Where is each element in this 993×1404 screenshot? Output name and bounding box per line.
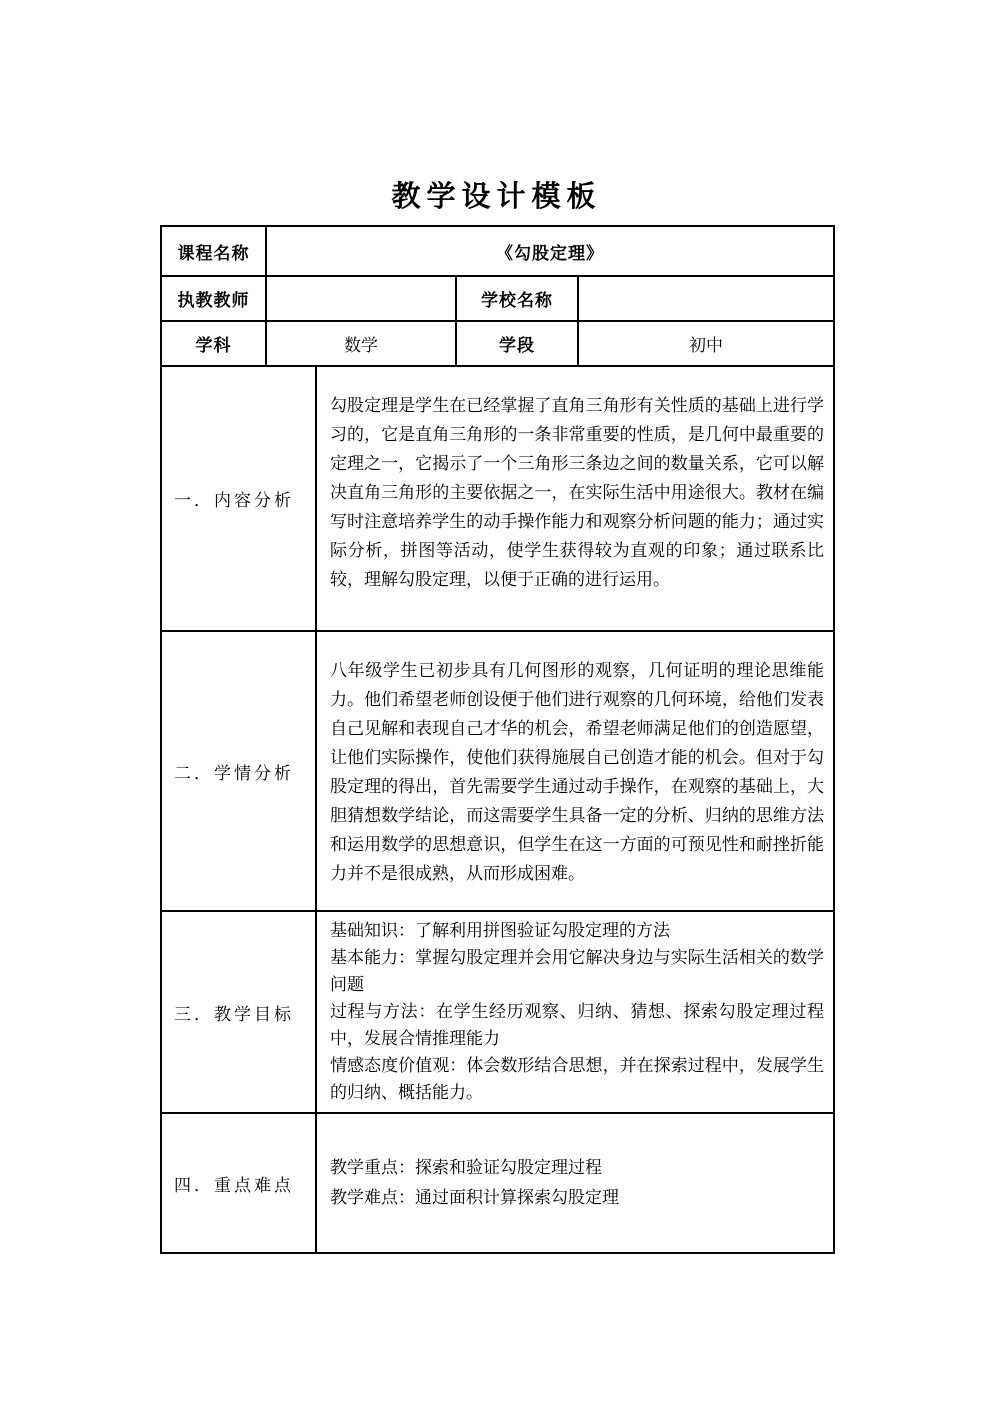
section-teaching-objectives-label: 三．教学目标 [161,911,316,1113]
teacher-value [266,276,456,321]
course-name-value: 《勾股定理》 [266,226,834,276]
teacher-label: 执教教师 [161,276,266,321]
stage-label: 学段 [456,321,578,366]
stage-value: 初中 [578,321,834,366]
paragraph: 教学重点：探索和验证勾股定理过程 [330,1158,602,1177]
row-subject-stage [161,321,834,366]
school-name-value [578,276,834,321]
paragraph: 过程与方法：在学生经历观察、归纳、猜想、探索勾股定理过程中，发展合情推理能力 [330,1002,824,1048]
section-teaching-objectives [161,911,834,1113]
paragraph: 基础知识：了解利用拼图验证勾股定理的方法 [330,921,670,940]
section-teaching-objectives-body [316,911,834,1113]
paragraph: 勾股定理是学生在已经掌握了直角三角形有关性质的基础上进行学习的，它是直角三角形的一条非常重要的性质，是几何中最重要的定理之一，它揭示了一个三角形三条边之间的数量关系，它可以解决直角三角形的主要依据之一，在实际生活中用途很大。教材在编写时注意培养学生的动手操作能力和观察分析问题的能力；通过实际分析，拼图等活动，使学生获得较为直观的印象；通过联系比较，理解勾股定理，以便于正确的进行运用。 [330,396,824,589]
paragraph: 八年级学生已初步具有几何图形的观察，几何证明的理论思维能力。他们希望老师创设便于他们进行观察的几何环境，给他们发表自己见解和表现自己才华的机会，希望老师满足他们的创造愿望，让他们实际操作，使他们获得施展自己创造才能的机会。但对于勾股定理的得出，首先需要学生通过动手操作，在观察的基础上，大胆猜想数学结论，而这需要学生具备一定的分析、归纳的思维方法和运用数学的思想意识，但学生在这一方面的可预见性和耐挫折能力并不是很成熟，从而形成困难。 [330,661,824,883]
section-learner-analysis [161,631,834,911]
section-content-analysis-body [316,366,834,631]
section-content-analysis-label: 一．内容分析 [161,366,316,631]
section-learner-analysis-label: 二．学情分析 [161,631,316,911]
row-teacher-school [161,276,834,321]
subject-label: 学科 [161,321,266,366]
lesson-design-table [160,225,835,1254]
subject-value: 数学 [266,321,456,366]
document-title: 教学设计模板 [391,181,602,213]
paragraph: 情感态度价值观：体会数形结合思想，并在探索过程中，发展学生的归纳、概括能力。 [330,1056,824,1102]
section-key-difficult-points-body [316,1113,834,1253]
course-name-label: 课程名称 [161,226,266,276]
section-learner-analysis-body [316,631,834,911]
paragraph: 教学难点：通过面积计算探索勾股定理 [330,1188,619,1207]
row-course-name [161,226,834,276]
paragraph: 基本能力：掌握勾股定理并会用它解决身边与实际生活相关的数学问题 [330,948,824,994]
section-content-analysis [161,366,834,631]
section-key-difficult-points-label: 四．重点难点 [161,1113,316,1253]
section-key-difficult-points [161,1113,834,1253]
school-name-label: 学校名称 [456,276,578,321]
